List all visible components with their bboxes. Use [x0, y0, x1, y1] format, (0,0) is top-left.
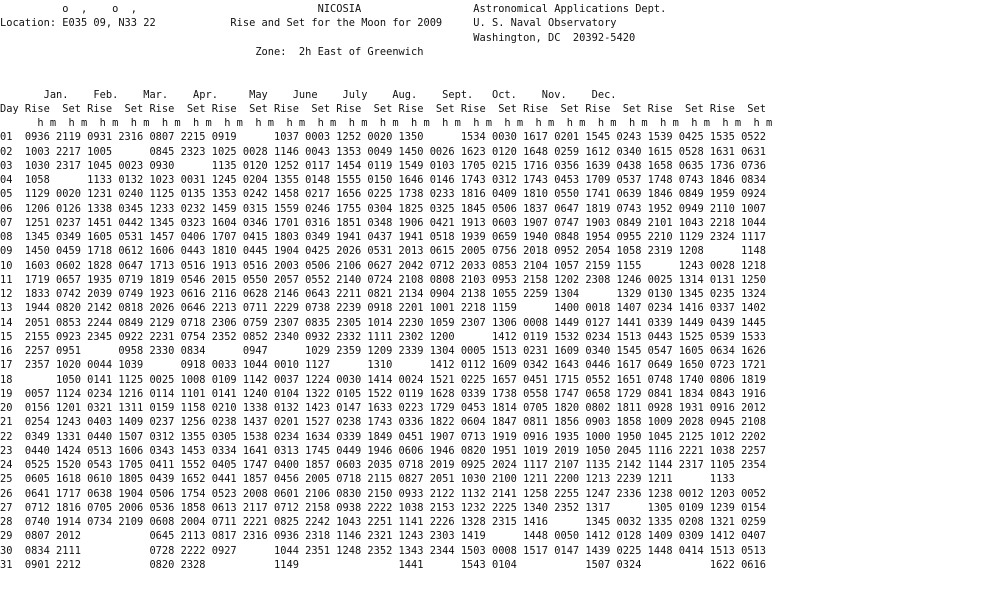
table-row: 08 1345 0349 1605 0531 1457 0406 1707 0415 1803 0349 1941 0437 1941 0518 1939 0659 1940 0848 1954 0955 2210 1129 2324 1117	[0, 231, 766, 243]
table-row: 21 0254 1243 0403 1409 0237 1256 0238 1437 0201 1527 0238 1743 0336 1822 0604 1847 0811 1856 0903 1858 1009 2028 0945 2108	[0, 416, 766, 429]
header-line-1: o , o , NICOSIA Astronomical Applications Dept.	[0, 3, 667, 15]
table-row: 06 1206 0126 1338 0345 1233 0232 1459 0315 1559 0246 1755 0304 1825 0325 1845 0506 1837 0647 1819 0743 1952 0949 2110 1007	[0, 202, 766, 215]
table-row: 13 1944 0820 2142 0818 2026 0646 2213 0711 2229 0738 2239 0918 2201 1001 2218 1159 1400 0018 1407 0234 1416 0337 1402	[0, 302, 766, 315]
table-row: 19 0057 1124 0234 1216 0114 1101 0141 1240 0104 1322 0105 1522 0119 1628 0339 1738 0558 1747 0658 1729 0841 1834 0843 1916	[0, 387, 766, 400]
table-row: 03 1030 2317 1045 0023 0930 1135 0120 1252 0117 1454 0119 1549 0103 1705 0215 1716 0356 1639 0438 1658 0635 1736 0736	[0, 159, 766, 172]
table-row: 20 0156 1201 0321 1311 0159 1158 0210 1338 0132 1423 0147 1633 0223 1729 0453 1814 0705 1820 0802 1811 0928 1931 0916 2012	[0, 402, 766, 414]
blank-line	[0, 59, 772, 73]
table-row: 01 0936 2119 0931 2316 0807 2215 0919 1037 0003 1252 0020 1350 1534 0030 1617 0201 1545 0243 1539 0425 1535 0522	[0, 131, 766, 144]
table-row: 24 0525 1520 0543 1705 0411 1552 0405 1747 0400 1857 0603 2035 0718 2019 0925 2024 1117 2107 1135 2142 1144 2317 1105 2354	[0, 459, 766, 471]
rise-set-header-row: Day Rise Set Rise Set Rise Set Rise Set Rise Set Rise Set Rise Set Rise Set Rise Set Rise Set Rise Set Rise Set	[0, 102, 766, 115]
table-row: 02 1003 2217 1005 0845 2323 1025 0028 1146 0043 1353 0049 1450 0026 1623 0120 1648 0259 1612 0340 1615 0528 1631 0631	[0, 145, 766, 158]
table-row: 05 1129 0020 1231 0240 1125 0135 1353 0242 1458 0217 1656 0225 1738 0233 1816 0409 1810 0550 1741 0639 1846 0849 1959 0924	[0, 188, 766, 201]
table-row: 31 0901 2212 0820 2328 1149 1441 1543 0104 1507 0324 1622 0616	[0, 558, 766, 571]
month-header-row: Jan. Feb. Mar. Apr. May June July Aug. Sept. Oct. Nov. Dec.	[0, 88, 617, 101]
table-row: 09 1450 0459 1718 0612 1606 0443 1810 0445 1904 0425 2026 0531 2013 0615 2005 0756 2018 0952 2054 1058 2319 1208 1148	[0, 245, 766, 258]
hm-header-row: h m h m h m h m h m h m h m h m h m h m h m h m h m h m h m h m h m h m h m h m h m h m h m h m	[0, 117, 773, 129]
table-row: 27 0712 1816 0705 2006 0536 1858 0613 2117 0712 2158 0938 2222 1038 2153 1232 2225 1340 2352 1317 1305 0109 1239 0154	[0, 501, 766, 514]
table-row: 12 1833 0742 2039 0749 1923 0616 2116 0628 2146 0643 2211 0821 2134 0904 2138 1055 2259 1304 1329 0130 1345 0235 1324	[0, 288, 766, 300]
table-row: 15 2155 0923 2345 0922 2231 0754 2352 0852 2340 0932 2332 1111 2302 1200 1412 0119 1532 0234 1513 0443 1525 0539 1533	[0, 330, 766, 343]
moon-rise-set-table	[0, 2, 772, 572]
table-row: 07 1251 0237 1451 0442 1345 0323 1604 0346 1701 0316 1851 0348 1906 0421 1913 0603 1907 0747 1903 0849 2101 1043 2218 1044	[0, 216, 766, 229]
table-row: 25 0605 1618 0610 1805 0439 1652 0441 1857 0456 2005 0718 2115 0827 2051 1030 2100 1211 2200 1213 2239 1211 1133	[0, 473, 735, 486]
zone-line: Zone: 2h East of Greenwich	[0, 45, 424, 58]
table-row: 16 2257 0951 0958 2330 0834 0947 1029 2359 1209 2339 1304 0005 1513 0231 1609 0340 1545 0547 1605 0634 1626	[0, 345, 766, 357]
table-row: 29 0807 2012 0645 2113 0817 2316 0936 2318 1146 2321 1243 2303 1419 1448 0050 1412 0128 1409 0309 1412 0407	[0, 530, 766, 543]
table-row: 14 2051 0853 2244 0849 2129 0718 2306 0759 2307 0835 2305 1014 2230 1059 2307 1306 0008 1449 0127 1441 0339 1449 0439 1445	[0, 316, 766, 329]
table-row: 22 0349 1331 0440 1507 0312 1355 0305 1538 0234 1634 0339 1849 0451 1907 0713 1919 0916 1935 1000 1950 1045 2125 1012 2202	[0, 430, 766, 443]
table-row: 18 1050 0141 1125 0025 1008 0109 1142 0037 1224 0030 1414 0024 1521 0225 1657 0451 1715 0552 1651 0748 1740 0806 1819	[0, 373, 766, 386]
header-line-2: Location: E035 09, N33 22 Rise and Set for the Moon for 2009 U. S. Naval Observatory	[0, 17, 617, 30]
table-row: 28 0740 1914 0734 2109 0608 2004 0711 2221 0825 2242 1043 2251 1141 2226 1328 2315 1416 1345 0032 1335 0208 1321 0259	[0, 516, 766, 528]
table-row: 11 1719 0657 1935 0719 1819 0546 2015 0550 2057 0552 2140 0724 2108 0808 2103 0953 2158 1202 2308 1246 0025 1314 0131 1250	[0, 273, 766, 286]
table-row: 17 2357 1020 0044 1039 0918 0033 1044 0010 1127 1310 1412 0112 1609 0342 1643 0446 1617 0649 1650 0723 1721	[0, 359, 766, 372]
table-row: 10 1603 0602 1828 0647 1713 0516 1913 0516 2003 0506 2106 0627 2042 0712 2033 0853 2104 1057 2159 1155 1243 0028 1218	[0, 259, 766, 272]
table-row: 26 0641 1717 0638 1904 0506 1754 0523 2008 0601 2106 0830 2150 0933 2122 1132 2141 1258 2255 1247 2336 1238 0012 1203 0052	[0, 487, 766, 500]
table-row: 23 0440 1424 0513 1606 0343 1453 0334 1641 0313 1745 0449 1946 0606 1946 0820 1951 1019 2019 1050 2045 1116 2221 1038 2257	[0, 444, 766, 457]
table-row: 04 1058 1133 0132 1023 0031 1245 0204 1355 0148 1555 0150 1646 0146 1743 0312 1743 0453 1709 0537 1748 0743 1846 0834	[0, 174, 766, 186]
header-line-3: Washington, DC 20392-5420	[0, 31, 636, 44]
blank-line	[0, 73, 772, 87]
table-row: 30 0834 2111 0728 2222 0927 1044 2351 1248 2352 1343 2344 1503 0008 1517 0147 1439 0225 1448 0414 1513 0513	[0, 544, 766, 557]
